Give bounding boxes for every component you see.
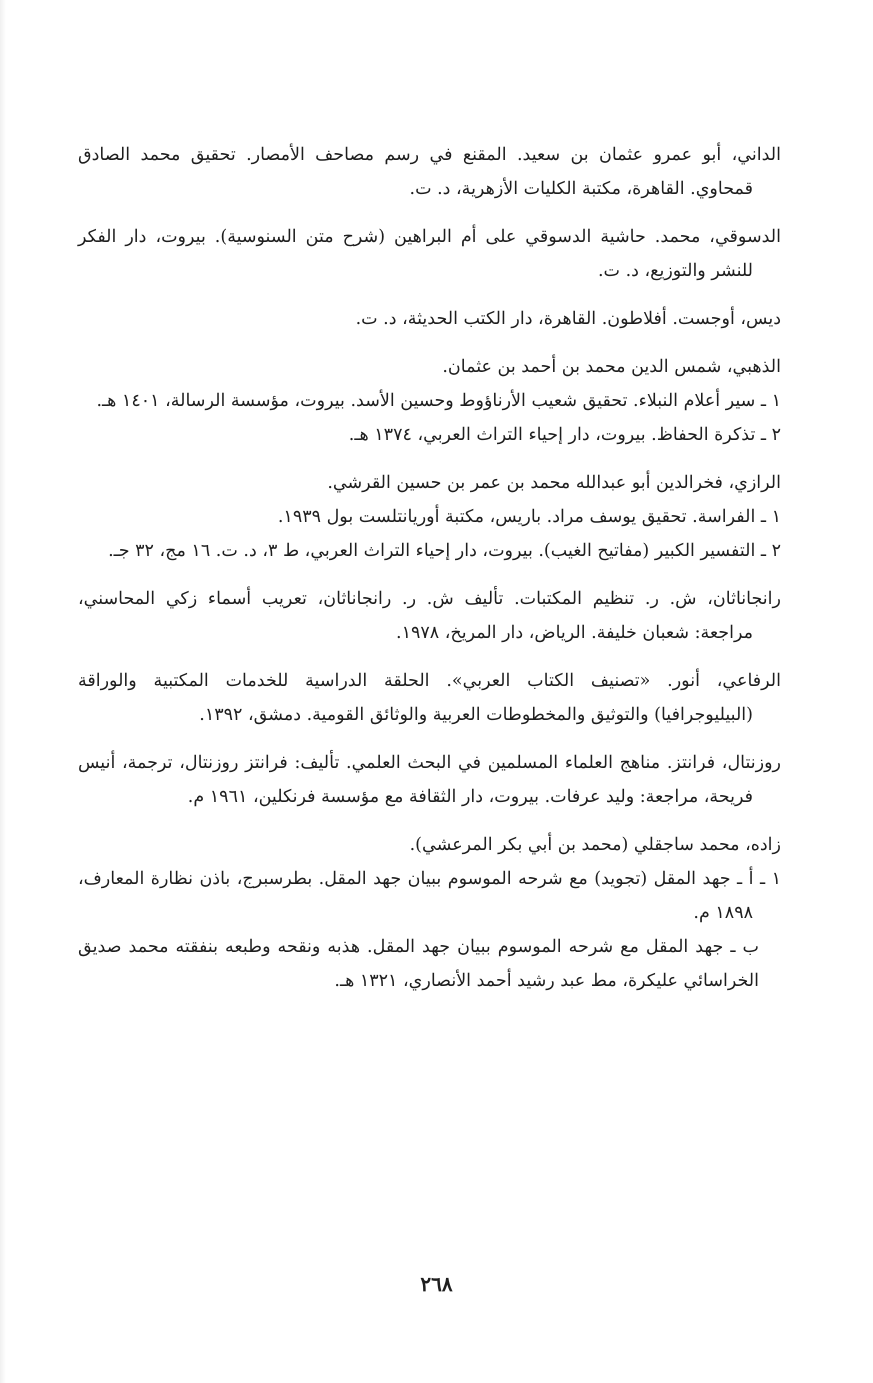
scan-edge-shadow [0, 0, 6, 1383]
page-number: ٢٦٨ [420, 1272, 453, 1296]
entry-author-heading: الرازي، فخرالدين أبو عبدالله محمد بن عمر بن حسين القرشي. [327, 473, 781, 493]
entry-work-item: ب ـ جهد المقل مع شرحه الموسوم ببيان جهد المقل. هذبه ونقحه وطبعه بنفقته محمد صديق الخراسائي عليكرة، مط عبد رشيد أحمد الأنصاري، ١٣٢١ هـ. [78, 937, 759, 991]
bibliography-entry-ranganathan [78, 582, 781, 650]
entry-text: الرفاعي، أنور. «تصنيف الكتاب العربي». الحلقة الدراسية للخدمات المكتبية والوراقة (البيليوجرافيا) والتوثيق والمخطوطات العربية والوثائق القومية. دمشق، ١٣٩٢. [78, 671, 781, 725]
entry-text: الدسوقي، محمد. حاشية الدسوقي على أم البراهين (شرح متن السنوسية). بيروت، دار الفكر للنشر والتوزيع، د. ت. [78, 227, 781, 281]
bibliography-entry-rifai [78, 664, 781, 732]
entry-text: رانجاناثان، ش. ر. تنظيم المكتبات. تأليف ش. ر. رانجاناثان، تعريب أسماء زكي المحاسني، مراجعة: شعبان خليفة. الرياض، دار المريخ، ١٩٧٨. [78, 589, 781, 643]
bibliography-entry-razi [78, 466, 781, 568]
bibliography-entry-zadeh [78, 828, 781, 998]
entry-text: روزنتال، فرانتز. مناهج العلماء المسلمين في البحث العلمي. تأليف: فرانتز روزنتال، ترجمة، أنيس فريحة، مراجعة: وليد عرفات. بيروت، دار الثقافة مع مؤسسة فرنكلين، ١٩٦١ م. [78, 753, 781, 807]
entry-author-heading: الذهبي، شمس الدين محمد بن أحمد بن عثمان. [442, 357, 781, 377]
bibliography-entry-dani [78, 138, 781, 206]
entry-work-item: ٢ ـ تذكرة الحفاظ. بيروت، دار إحياء التراث العربي، ١٣٧٤ هـ. [348, 425, 781, 445]
entry-text: ديس، أوجست. أفلاطون. القاهرة، دار الكتب الحديثة، د. ت. [355, 309, 781, 329]
entry-work-item: ١ ـ سير أعلام النبلاء. تحقيق شعيب الأرناؤوط وحسين الأسد. بيروت، مؤسسة الرسالة، ١٤٠١ هـ. [96, 391, 781, 411]
entry-author-heading: زاده، محمد ساجقلي (محمد بن أبي بكر المرعشي). [409, 835, 781, 855]
bibliography-entry-dasuqi [78, 220, 781, 288]
bibliography-list [78, 138, 781, 1012]
entry-work-item: ٢ ـ التفسير الكبير (مفاتيح الغيب). بيروت، دار إحياء التراث العربي، ط ٣، د. ت. ١٦ مج، ٣٢ جـ. [108, 541, 781, 561]
entry-work-item: ١ ـ الفراسة. تحقيق يوسف مراد. باريس، مكتبة أوريانتلست بول ١٩٣٩. [277, 507, 781, 527]
bibliography-entry-rosenthal [78, 746, 781, 814]
bibliography-entry-dies [78, 302, 781, 336]
bibliography-entry-dhahabi [78, 350, 781, 452]
entry-text: الداني، أبو عمرو عثمان بن سعيد. المقنع في رسم مصاحف الأمصار. تحقيق محمد الصادق قمحاوي. القاهرة، مكتبة الكليات الأزهرية، د. ت. [78, 145, 781, 199]
entry-work-item: ١ ـ أ ـ جهد المقل (تجويد) مع شرحه الموسوم ببيان جهد المقل. بطرسبرج، باذن نظارة المعارف، ١٨٩٨ م. [78, 869, 781, 923]
